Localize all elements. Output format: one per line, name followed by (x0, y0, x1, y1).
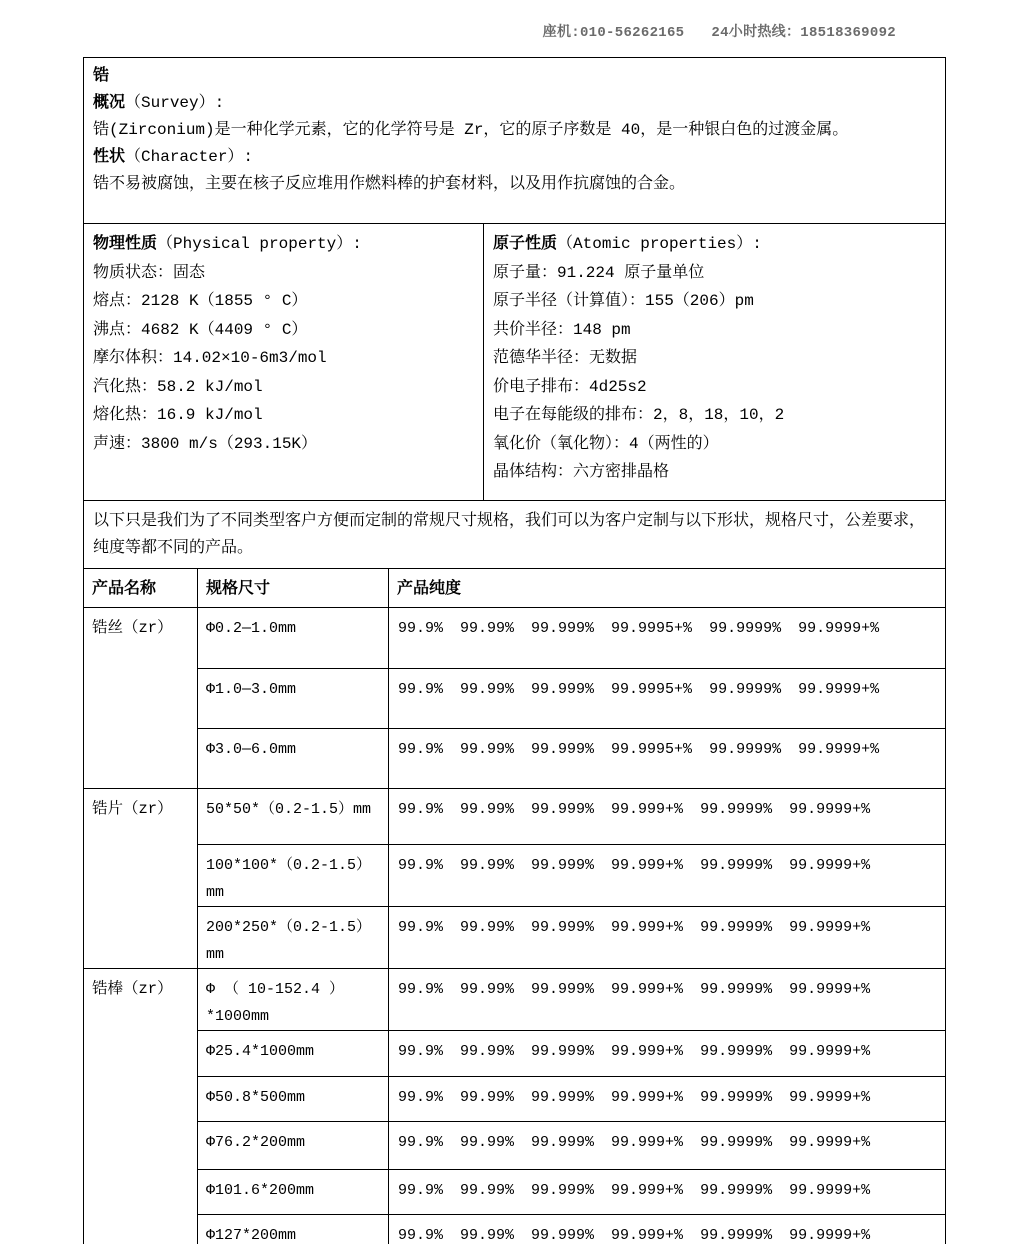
purity-value: 99.9999+% (789, 1227, 871, 1244)
physical-title: 物理性质（Physical property）: (93, 235, 362, 253)
physical-property-line: 汽化热：58.2 kJ/mol (93, 377, 263, 396)
character-label: 性状（Character）: (93, 148, 254, 166)
physical-property-line: 摩尔体积：14.02×10-6m3/mol (93, 349, 327, 367)
purity-cell (389, 907, 946, 969)
purity-value: 99.999% (531, 620, 595, 637)
purity-value: 99.9999+% (789, 919, 871, 936)
purity-value: 99.99% (460, 801, 515, 818)
table-row (84, 907, 946, 969)
purity-value: 99.9999+% (798, 741, 880, 758)
spec-cell: Φ3.0—6.0mm (198, 729, 389, 789)
overview-section (84, 58, 946, 224)
purity-value: 99.9% (398, 620, 444, 637)
purity-cell (389, 1215, 946, 1244)
properties-row (84, 224, 946, 501)
purity-value: 99.9% (398, 1227, 444, 1244)
atomic-property-line: 价电子排布：4d25s2 (493, 377, 647, 396)
purity-cell (389, 1170, 946, 1215)
purity-value: 99.9999+% (789, 857, 871, 874)
purity-value: 99.999+% (611, 1227, 684, 1244)
spec-cell: Φ76.2*200mm (198, 1122, 389, 1170)
purity-value: 99.99% (460, 1043, 515, 1060)
survey-label: 概况（Survey）: (93, 94, 225, 112)
atomic-property-line: 原子半径（计算值）：155（206）pm (493, 292, 754, 310)
table-row (84, 1077, 946, 1122)
purity-cell (389, 789, 946, 845)
atomic-property-line: 电子在每能级的排布：2，8，18，10，2 (493, 406, 785, 424)
table-row (84, 969, 946, 1031)
purity-value: 99.9999% (700, 919, 773, 936)
physical-property-line: 声速：3800 m/s（293.15K） (93, 434, 318, 453)
purity-value: 99.99% (460, 981, 515, 998)
purity-value: 99.999+% (611, 1134, 684, 1151)
purity-value: 99.9% (398, 1043, 444, 1060)
purity-cell (389, 969, 946, 1031)
purity-value: 99.999% (531, 857, 595, 874)
purity-value: 99.99% (460, 857, 515, 874)
atomic-title: 原子性质（Atomic properties）: (493, 235, 762, 253)
purity-value: 99.9999% (700, 1182, 773, 1199)
header-product-name: 产品名称 (84, 569, 198, 608)
purity-value: 99.99% (460, 620, 515, 637)
purity-value: 99.999% (531, 1227, 595, 1244)
spec-cell: 100*100*（0.2-1.5）mm (198, 845, 389, 907)
atomic-property-line: 范德华半径：无数据 (493, 349, 638, 367)
purity-value: 99.9999% (709, 741, 782, 758)
physical-property-line: 沸点：4682 K（4409 ° C） (93, 320, 308, 339)
spec-cell: Φ0.2—1.0mm (198, 608, 389, 669)
purity-value: 99.9999% (700, 801, 773, 818)
spec-cell: 200*250*（0.2-1.5）mm (198, 907, 389, 969)
table-row (84, 1170, 946, 1215)
physical-property-line: 熔化热：16.9 kJ/mol (93, 406, 263, 424)
purity-value: 99.9% (398, 741, 444, 758)
purity-value: 99.999% (531, 1134, 595, 1151)
purity-value: 99.9999% (709, 620, 782, 637)
spec-cell: Φ101.6*200mm (198, 1170, 389, 1215)
purity-value: 99.9% (398, 801, 444, 818)
spec-cell: Φ25.4*1000mm (198, 1031, 389, 1077)
purity-value: 99.9999+% (789, 1182, 871, 1199)
purity-value: 99.99% (460, 1089, 515, 1106)
table-row (84, 845, 946, 907)
purity-value: 99.9999+% (789, 981, 871, 998)
intro-row (84, 501, 946, 569)
purity-cell (389, 669, 946, 729)
purity-value: 99.9% (398, 919, 444, 936)
purity-value: 99.9999% (700, 857, 773, 874)
product-name-cell: 锆棒（zr） (84, 969, 198, 1244)
intro-text: 以下只是我们为了不同类型客户方便而定制的常规尺寸规格，我们可以为客户定制与以下形状，规格尺寸，公差要求，纯度等都不同的产品。 (93, 512, 926, 557)
table-row (84, 608, 946, 669)
document (83, 57, 945, 1244)
purity-value: 99.999% (531, 919, 595, 936)
purity-value: 99.999% (531, 741, 595, 758)
purity-value: 99.99% (460, 681, 515, 698)
header-purity: 产品纯度 (389, 569, 946, 608)
purity-value: 99.999% (531, 1043, 595, 1060)
spec-cell: Φ127*200mm (198, 1215, 389, 1244)
purity-cell (389, 729, 946, 789)
purity-value: 99.9999+% (789, 1089, 871, 1106)
purity-value: 99.99% (460, 919, 515, 936)
character-text: 锆不易被腐蚀，主要在核子反应堆用作燃料棒的护套材料，以及用作抗腐蚀的合金。 (93, 175, 686, 193)
table-row (84, 789, 946, 845)
purity-value: 99.9999% (700, 1227, 773, 1244)
purity-cell (389, 845, 946, 907)
purity-value: 99.9999+% (798, 620, 880, 637)
survey-text: 锆(Zirconium)是一种化学元素，它的化学符号是 Zr，它的原子序数是 40，是一种银白色的过渡金属。 (93, 121, 849, 139)
atomic-property-line: 共价半径：148 pm (493, 320, 631, 339)
purity-value: 99.9999% (700, 981, 773, 998)
purity-value: 99.999% (531, 681, 595, 698)
purity-value: 99.999% (531, 1182, 595, 1199)
element-title: 锆 (93, 67, 110, 85)
table-row (84, 1031, 946, 1077)
purity-value: 99.9999% (700, 1134, 773, 1151)
spec-cell: Φ1.0—3.0mm (198, 669, 389, 729)
spec-cell: 50*50*（0.2-1.5）mm (198, 789, 389, 845)
purity-value: 99.99% (460, 1182, 515, 1199)
phone-number: 座机:010-56262165 (542, 25, 685, 41)
physical-lines (93, 259, 473, 459)
purity-value: 99.9% (398, 681, 444, 698)
purity-value: 99.9999+% (789, 801, 871, 818)
purity-value: 99.999+% (611, 1182, 684, 1199)
purity-value: 99.999% (531, 801, 595, 818)
atomic-lines (493, 259, 935, 487)
intro-section (84, 501, 946, 569)
purity-value: 99.999+% (611, 857, 684, 874)
purity-value: 99.99% (460, 741, 515, 758)
purity-cell (389, 608, 946, 669)
product-name-cell: 锆片（zr） (84, 789, 198, 969)
purity-value: 99.9999% (700, 1043, 773, 1060)
purity-value: 99.99% (460, 1227, 515, 1244)
purity-value: 99.9999+% (789, 1043, 871, 1060)
purity-cell (389, 1077, 946, 1122)
table-row (84, 729, 946, 789)
purity-value: 99.9% (398, 981, 444, 998)
purity-value: 99.999+% (611, 801, 684, 818)
purity-value: 99.9999% (700, 1089, 773, 1106)
product-table-body (84, 608, 946, 1244)
purity-value: 99.99% (460, 1134, 515, 1151)
purity-value: 99.9995+% (611, 681, 693, 698)
purity-value: 99.999% (531, 1089, 595, 1106)
atomic-properties-section (484, 224, 946, 501)
document-table (83, 57, 946, 1244)
purity-value: 99.9995+% (611, 741, 693, 758)
atomic-property-line: 原子量：91.224 原子量单位 (493, 263, 705, 282)
physical-properties-section (84, 224, 484, 501)
purity-value: 99.9% (398, 1089, 444, 1106)
hotline-number: 24小时热线：18518369092 (711, 25, 896, 41)
purity-value: 99.9% (398, 1134, 444, 1151)
product-name-cell: 锆丝（zr） (84, 608, 198, 789)
purity-cell (389, 1031, 946, 1077)
product-table-header (84, 569, 946, 608)
purity-value: 99.999+% (611, 981, 684, 998)
spec-cell: Φ50.8*500mm (198, 1077, 389, 1122)
header-spec: 规格尺寸 (198, 569, 389, 608)
physical-property-line: 物质状态：固态 (93, 263, 206, 282)
purity-value: 99.9995+% (611, 620, 693, 637)
purity-value: 99.999% (531, 981, 595, 998)
physical-property-line: 熔点：2128 K（1855 ° C） (93, 292, 308, 310)
atomic-property-line: 氧化价（氧化物）：4（两性的） (493, 434, 719, 453)
table-row (84, 669, 946, 729)
purity-value: 99.9999+% (798, 681, 880, 698)
purity-cell (389, 1122, 946, 1170)
atomic-property-line: 晶体结构：六方密排晶格 (493, 463, 670, 481)
overview-row (84, 58, 946, 224)
purity-value: 99.9999+% (789, 1134, 871, 1151)
purity-value: 99.999+% (611, 919, 684, 936)
purity-value: 99.9999% (709, 681, 782, 698)
contact-header (543, 21, 896, 41)
purity-value: 99.9% (398, 1182, 444, 1199)
table-row (84, 1215, 946, 1244)
table-row (84, 1122, 946, 1170)
spec-cell: Φ （ 10-152.4 ）*1000mm (198, 969, 389, 1031)
purity-value: 99.999+% (611, 1043, 684, 1060)
purity-value: 99.9% (398, 857, 444, 874)
purity-value: 99.999+% (611, 1089, 684, 1106)
